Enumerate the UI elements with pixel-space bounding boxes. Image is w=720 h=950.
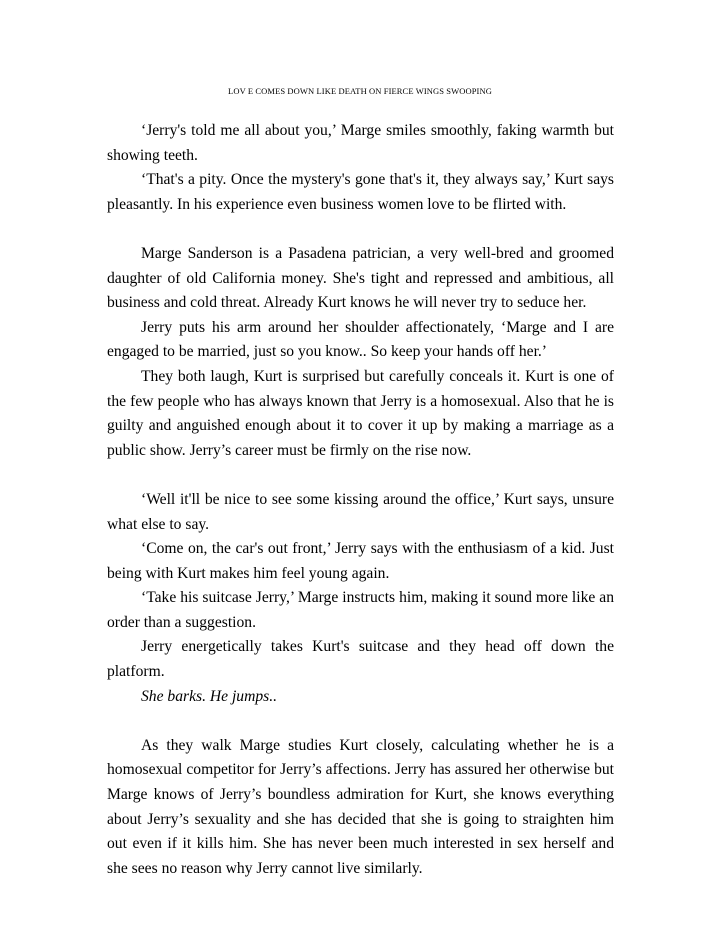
paragraph: Marge Sanderson is a Pasadena patrician, a very well-bred and groomed daughter of old California money. She's tight and repressed and ambitious, all business and cold threat. Already Kurt knows he will never try to seduce her. [107,244,614,312]
paragraph: Jerry puts his arm around her shoulder affectionately, ‘Marge and I are engaged to be married, just so you know.. So keep your hands off her.’ [107,318,614,361]
paragraph: ‘Come on, the car's out front,’ Jerry says with the enthusiasm of a kid. Just being with Kurt makes him feel young again. [107,540,614,582]
italic-paragraph: She barks. He jumps.. [141,687,277,705]
running-header: LOV E COMES DOWN LIKE DEATH ON FIERCE WINGS SWOOPING [228,86,492,96]
paragraph-spacer [107,463,614,488]
paragraph-spacer [107,217,614,242]
paragraph: ‘Jerry's told me all about you,’ Marge smiles smoothly, faking warmth but showing teeth. [107,122,614,164]
paragraph: Jerry energetically takes Kurt's suitcase and they head off down the platform. [107,638,614,681]
paragraph-spacer [107,709,614,734]
paragraph: ‘Take his suitcase Jerry,’ Marge instructs him, making it sound more like an order than a suggestion. [107,589,614,631]
paragraph: ‘That's a pity. Once the mystery's gone that's it, they always say,’ Kurt says pleasantly. In his experience even business women love to be flirted with. [107,171,614,213]
paragraph: ‘Well it'll be nice to see some kissing around the office,’ Kurt says, unsure what else to say. [107,490,614,533]
body-text [107,119,614,881]
paragraph: As they walk Marge studies Kurt closely, calculating whether he is a homosexual competitor for Jerry’s affections. Jerry has assured her otherwise but Marge knows of Jerry’s boundless admiration for Kurt, she knows everything about Jerry’s sexuality and she has decided that she is going to straighten him out even if it kills him. She has never been much interested in sex herself and she sees no reason why Jerry cannot live similarly. [107,736,614,877]
paragraph: They both laugh, Kurt is surprised but carefully conceals it. Kurt is one of the few people who has always known that Jerry is a homosexual. Also that he is guilty and anguished enough about it to cover it up by making a marriage as a public show. Jerry’s career must be firmly on the rise now. [107,367,614,459]
